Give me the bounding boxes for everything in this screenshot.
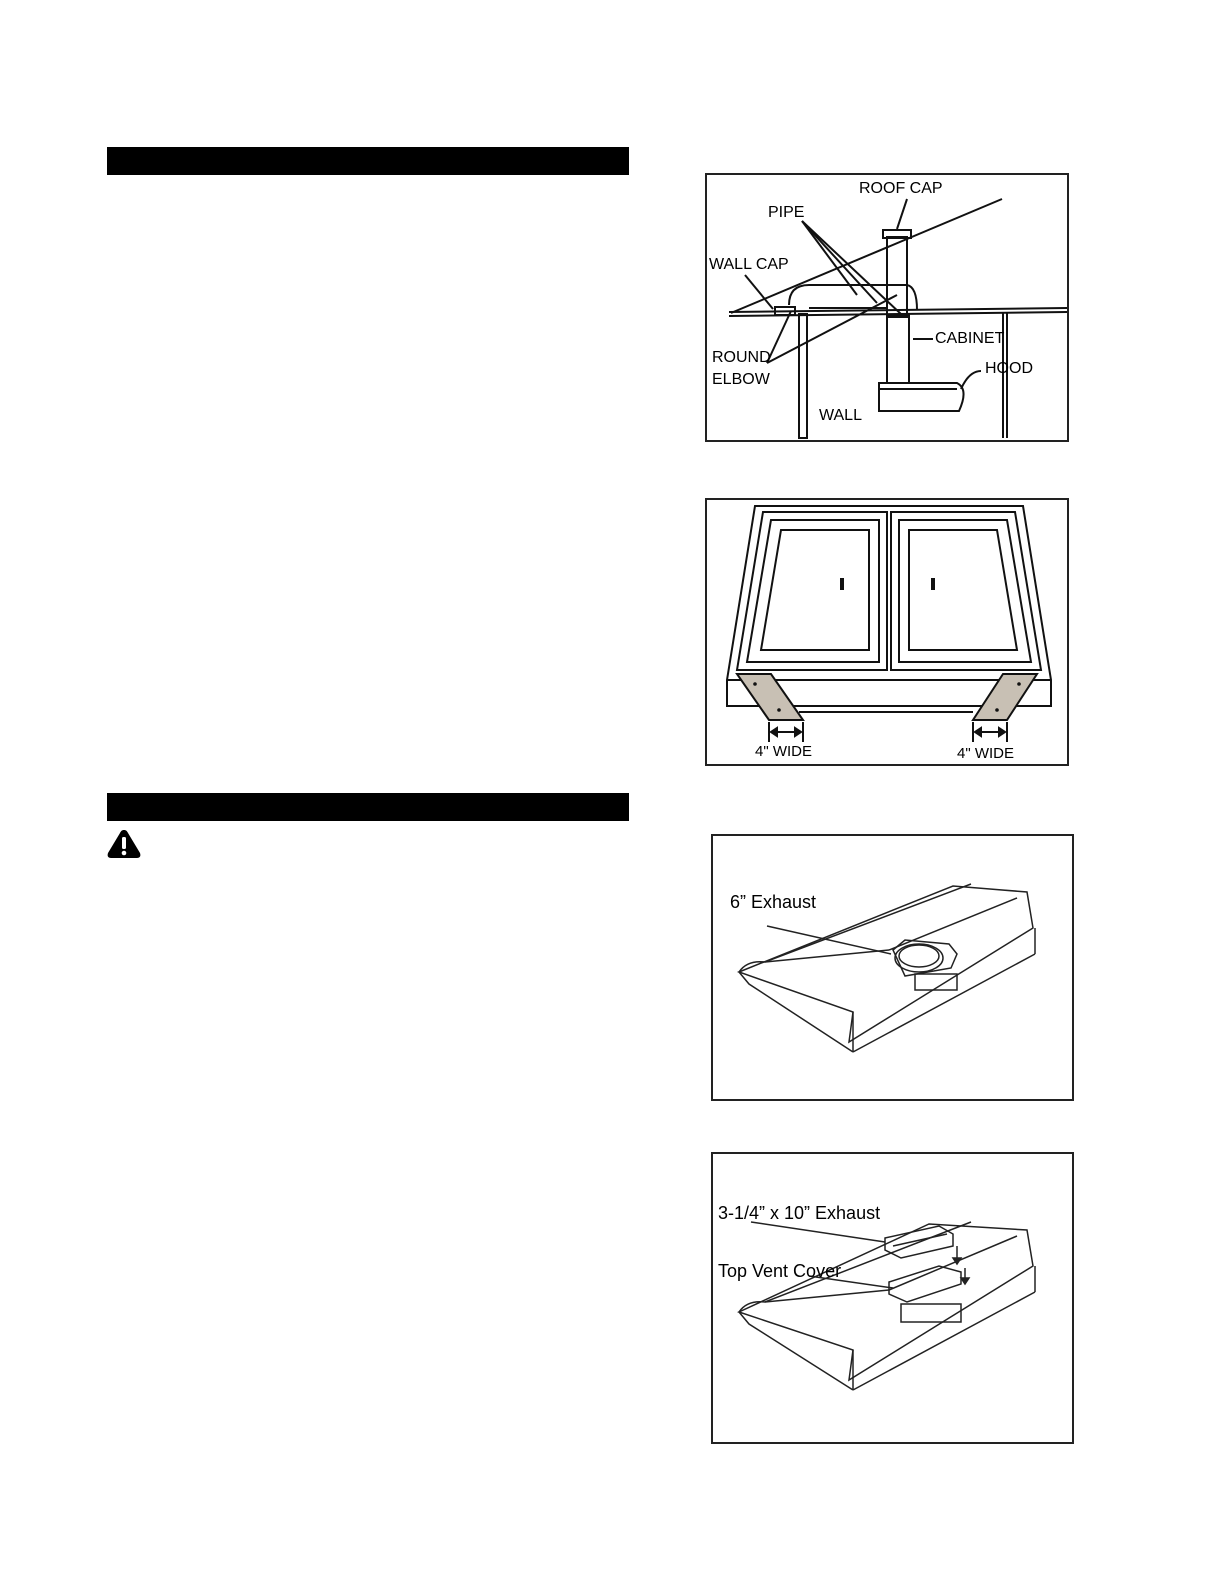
hood-rect-exhaust-drawing: [713, 1154, 1072, 1442]
ducting-diagram: [705, 173, 1069, 442]
round-label: ROUND: [712, 349, 771, 366]
wall-cap-label: WALL CAP: [709, 256, 789, 273]
top-vent-cover-label: Top Vent Cover: [718, 1261, 842, 1281]
pipe-label: PIPE: [768, 204, 805, 221]
round-exhaust-diagram: [711, 834, 1074, 1101]
cabinet-label: CABINET: [935, 330, 1005, 347]
elbow-label: ELBOW: [712, 371, 770, 388]
roof-cap-label: ROOF CAP: [859, 180, 943, 197]
cabinet-diagram: [705, 498, 1069, 766]
cabinet-drawing: [707, 500, 1067, 764]
left-width-label: 4" WIDE: [755, 743, 812, 760]
hood-round-exhaust-drawing: [713, 836, 1072, 1099]
section-header-bar: [107, 147, 629, 175]
ducting-drawing: [707, 175, 1067, 440]
rect-exhaust-diagram: [711, 1152, 1074, 1444]
section-header-bar: [107, 793, 629, 821]
wall-label: WALL: [819, 407, 862, 424]
rect-exhaust-label: 3-1/4” x 10” Exhaust: [718, 1203, 881, 1223]
right-width-label: 4" WIDE: [957, 745, 1014, 762]
round-exhaust-label: 6” Exhaust: [730, 892, 817, 912]
warning-icon: [106, 829, 142, 859]
hood-label: HOOD: [985, 360, 1033, 377]
